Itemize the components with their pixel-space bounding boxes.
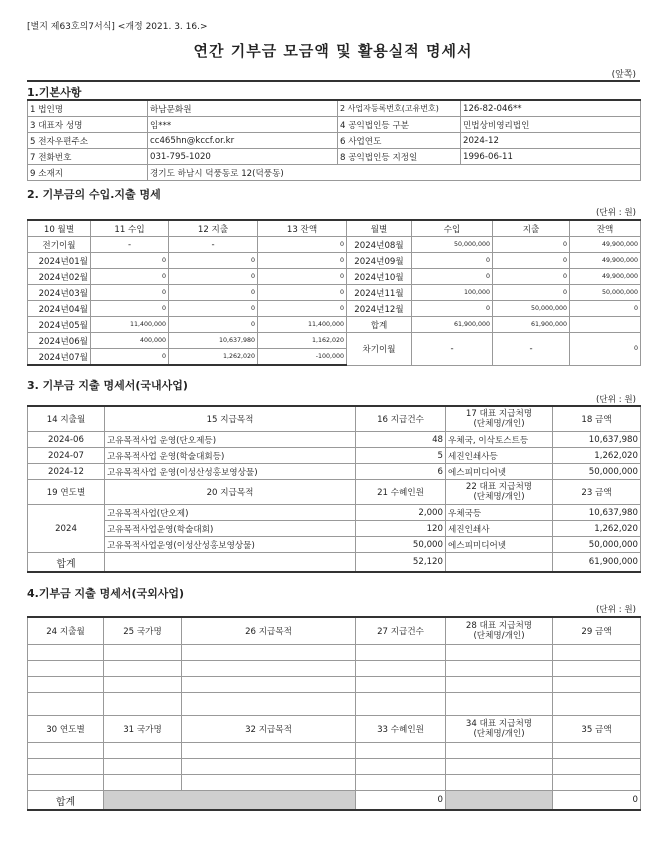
income-cell: 0 bbox=[412, 269, 493, 285]
header-purpose-2: 32 지급목적 bbox=[182, 716, 356, 743]
expense-cell: 0 bbox=[493, 253, 570, 269]
expense-cell: 10,637,980 bbox=[169, 333, 258, 349]
count-cell: 6 bbox=[356, 464, 446, 480]
carry-forward-label: 차기이월 bbox=[347, 333, 412, 366]
header-month: 10 월별 bbox=[28, 220, 91, 237]
balance-cell: 0 bbox=[258, 237, 347, 253]
income-expense-table bbox=[27, 219, 641, 366]
income-cell: 0 bbox=[412, 301, 493, 317]
table-row bbox=[28, 317, 641, 333]
purpose-cell: 고유목적사업운영(학술대회) bbox=[105, 521, 356, 537]
section4-unit: (단위 : 원) bbox=[596, 605, 636, 615]
table-row bbox=[28, 537, 641, 553]
company-name-value: 하남문화원 bbox=[148, 100, 338, 117]
domestic-header bbox=[28, 406, 641, 432]
header-amount-2: 23 금액 bbox=[553, 480, 641, 505]
payee-cell: 세진인쇄사등 bbox=[446, 448, 553, 464]
income-cell: 50,000,000 bbox=[412, 237, 493, 253]
payee-cell: 우체국, 이삭토스트등 bbox=[446, 432, 553, 448]
email-label: 5 전자우편주소 bbox=[28, 133, 148, 149]
header-income-2: 수입 bbox=[412, 220, 493, 237]
table-row bbox=[28, 677, 641, 693]
amount-cell: 1,262,020 bbox=[553, 521, 641, 537]
basic-info-table bbox=[27, 99, 641, 181]
designation-date-value: 1996-06-11 bbox=[461, 149, 641, 165]
income-cell: 0 bbox=[412, 253, 493, 269]
basic-info-row bbox=[28, 117, 641, 133]
header-expense: 12 지출 bbox=[169, 220, 258, 237]
table-row bbox=[28, 285, 641, 301]
month-cell: 2024년10월 bbox=[347, 269, 412, 285]
expense-cell: 0 bbox=[493, 269, 570, 285]
basic-info-row bbox=[28, 100, 641, 117]
company-name-label: 1 법인명 bbox=[28, 100, 148, 117]
header-purpose-2: 20 지급목적 bbox=[105, 480, 356, 505]
month-cell: 2024년08월 bbox=[347, 237, 412, 253]
balance-cell: 49,900,000 bbox=[570, 237, 641, 253]
expense-cell: 0 bbox=[169, 301, 258, 317]
page-title: 연간 기부금 모금액 및 활용실적 명세서 bbox=[193, 42, 473, 60]
purpose-cell: 고유목적사업 운영(학술대회등) bbox=[105, 448, 356, 464]
balance-cell: 11,400,000 bbox=[258, 317, 347, 333]
representative-label: 3 대표자 성명 bbox=[28, 117, 148, 133]
section-income-expense-heading: 2. 기부금의 수입.지출 명세 bbox=[27, 188, 161, 201]
table-row bbox=[28, 521, 641, 537]
org-type-value: 민법상비영리법인 bbox=[461, 117, 641, 133]
expense-cell: 0 bbox=[169, 253, 258, 269]
balance-cell: 0 bbox=[258, 269, 347, 285]
table-row bbox=[28, 693, 641, 716]
expense-cell: 0 bbox=[169, 285, 258, 301]
table-row bbox=[28, 237, 641, 253]
people-cell: 120 bbox=[356, 521, 446, 537]
purpose-cell: 고유목적사업 운영(단오제등) bbox=[105, 432, 356, 448]
balance-cell: 0 bbox=[258, 285, 347, 301]
year-cell: 2024 bbox=[28, 505, 105, 553]
purpose-cell: 고유목적사업 운영(이성산성홍보영상물) bbox=[105, 464, 356, 480]
section-overseas-heading: 4.기부금 지출 명세서(국외사업) bbox=[27, 587, 185, 600]
total-balance bbox=[570, 317, 641, 333]
month-cell: 2024년06월 bbox=[28, 333, 91, 349]
total-label: 합계 bbox=[28, 791, 104, 811]
balance-cell: -100,000 bbox=[258, 349, 347, 366]
header-amount: 29 금액 bbox=[553, 617, 641, 645]
basic-info-row bbox=[28, 149, 641, 165]
header-expense-2: 지출 bbox=[493, 220, 570, 237]
total-shaded bbox=[446, 791, 553, 811]
total-shaded bbox=[104, 791, 356, 811]
carry-forward-balance: 0 bbox=[570, 333, 641, 366]
income-cell: 0 bbox=[91, 349, 169, 366]
header-purpose: 15 지급목적 bbox=[105, 406, 356, 432]
month-cell: 2024년02월 bbox=[28, 269, 91, 285]
representative-value: 임*** bbox=[148, 117, 338, 133]
total-amount: 61,900,000 bbox=[553, 553, 641, 573]
header-year: 30 연도별 bbox=[28, 716, 104, 743]
total-expense: 61,900,000 bbox=[493, 317, 570, 333]
balance-cell: 1,162,020 bbox=[258, 333, 347, 349]
payee-cell: 우체국등 bbox=[446, 505, 553, 521]
total-people: 52,120 bbox=[356, 553, 446, 573]
header-year: 19 연도별 bbox=[28, 480, 105, 505]
expense-cell: 0 bbox=[493, 237, 570, 253]
overseas-expense-table bbox=[27, 616, 641, 811]
total-row bbox=[28, 553, 641, 573]
business-number-value: 126-82-046** bbox=[461, 100, 641, 117]
section2-unit: (단위 : 원) bbox=[596, 208, 636, 218]
header-country: 25 국가명 bbox=[104, 617, 182, 645]
table-row bbox=[28, 253, 641, 269]
header-payee: 28 대표 지급처명 (단체명/개인) bbox=[446, 617, 553, 645]
expense-cell: 1,262,020 bbox=[169, 349, 258, 366]
designation-date-label: 8 공익법인등 지정일 bbox=[338, 149, 461, 165]
total-label: 합계 bbox=[347, 317, 412, 333]
month-cell: 2024-07 bbox=[28, 448, 105, 464]
carry-forward-expense: - bbox=[493, 333, 570, 366]
header-amount-2: 35 금액 bbox=[553, 716, 641, 743]
income-cell: 100,000 bbox=[412, 285, 493, 301]
table-row bbox=[28, 333, 641, 349]
basic-info-row bbox=[28, 133, 641, 149]
header-amount: 18 금액 bbox=[553, 406, 641, 432]
header-purpose: 26 지급목적 bbox=[182, 617, 356, 645]
amount-cell: 50,000,000 bbox=[553, 537, 641, 553]
month-cell: 2024년04월 bbox=[28, 301, 91, 317]
payee-cell: 세진인쇄사 bbox=[446, 521, 553, 537]
income-cell: 0 bbox=[91, 285, 169, 301]
overseas-header-2 bbox=[28, 716, 641, 743]
org-type-label: 4 공익법인등 구분 bbox=[338, 117, 461, 133]
amount-cell: 10,637,980 bbox=[553, 432, 641, 448]
expense-cell: 50,000,000 bbox=[493, 301, 570, 317]
basic-info-row bbox=[28, 165, 641, 181]
header-payee-2: 34 대표 지급처명 (단체명/개인) bbox=[446, 716, 553, 743]
total-label: 합계 bbox=[28, 553, 105, 573]
header-payee: 17 대표 지급처명 (단체명/개인) bbox=[446, 406, 553, 432]
month-cell: 2024년01월 bbox=[28, 253, 91, 269]
balance-cell: 0 bbox=[258, 301, 347, 317]
month-cell: 2024-06 bbox=[28, 432, 105, 448]
expense-cell: 0 bbox=[169, 317, 258, 333]
fiscal-year-label: 6 사업연도 bbox=[338, 133, 461, 149]
header-expense-month: 14 지출월 bbox=[28, 406, 105, 432]
business-number-label: 2 사업자등록번호(고유번호) bbox=[338, 100, 461, 117]
total-row bbox=[28, 791, 641, 811]
month-cell: 2024년09월 bbox=[347, 253, 412, 269]
header-balance-2: 잔액 bbox=[570, 220, 641, 237]
table-row bbox=[28, 269, 641, 285]
balance-cell: 0 bbox=[570, 301, 641, 317]
table-row bbox=[28, 775, 641, 791]
table-row bbox=[28, 645, 641, 661]
month-cell: 2024-12 bbox=[28, 464, 105, 480]
month-cell: 전기이월 bbox=[28, 237, 91, 253]
expense-cell: - bbox=[169, 237, 258, 253]
income-cell: 0 bbox=[91, 253, 169, 269]
form-reference: [별지 제63호의7서식] <개정 2021. 3. 16.> bbox=[27, 22, 208, 32]
income-cell: 0 bbox=[91, 269, 169, 285]
header-month-2: 월별 bbox=[347, 220, 412, 237]
month-cell: 2024년07월 bbox=[28, 349, 91, 366]
header-beneficiaries: 21 수혜인원 bbox=[356, 480, 446, 505]
month-cell: 2024년03월 bbox=[28, 285, 91, 301]
email-value: cc465hn@kccf.or.kr bbox=[148, 133, 338, 149]
domestic-header-2 bbox=[28, 480, 641, 505]
header-payee-2: 22 대표 지급처명 (단체명/개인) bbox=[446, 480, 553, 505]
header-income: 11 수입 bbox=[91, 220, 169, 237]
phone-label: 7 전화번호 bbox=[28, 149, 148, 165]
address-value: 경기도 하남시 덕풍동로 12(덕풍동) bbox=[148, 165, 641, 181]
expense-cell: 0 bbox=[169, 269, 258, 285]
header-country-2: 31 국가명 bbox=[104, 716, 182, 743]
total-count: 0 bbox=[356, 791, 446, 811]
total-empty bbox=[446, 553, 553, 573]
balance-cell: 49,900,000 bbox=[570, 269, 641, 285]
table-row bbox=[28, 448, 641, 464]
total-income: 61,900,000 bbox=[412, 317, 493, 333]
purpose-cell: 고유목적사업운영(이성산성홍보영상물) bbox=[105, 537, 356, 553]
table-row bbox=[28, 743, 641, 759]
month-cell: 2024년05월 bbox=[28, 317, 91, 333]
header-balance: 13 잔액 bbox=[258, 220, 347, 237]
section-basic-info-heading: 1.기본사항 bbox=[27, 86, 82, 99]
income-cell: - bbox=[91, 237, 169, 253]
month-cell: 2024년11월 bbox=[347, 285, 412, 301]
table-row bbox=[28, 301, 641, 317]
header-payment-count: 27 지급건수 bbox=[356, 617, 446, 645]
amount-cell: 10,637,980 bbox=[553, 505, 641, 521]
people-cell: 50,000 bbox=[356, 537, 446, 553]
total-empty bbox=[105, 553, 356, 573]
income-cell: 0 bbox=[91, 301, 169, 317]
table-row bbox=[28, 661, 641, 677]
purpose-cell: 고유목적사업(단오제) bbox=[105, 505, 356, 521]
amount-cell: 1,262,020 bbox=[553, 448, 641, 464]
carry-forward-income: - bbox=[412, 333, 493, 366]
domestic-expense-table bbox=[27, 405, 641, 573]
count-cell: 48 bbox=[356, 432, 446, 448]
header-beneficiaries: 33 수혜인원 bbox=[356, 716, 446, 743]
income-cell: 400,000 bbox=[91, 333, 169, 349]
section3-unit: (단위 : 원) bbox=[596, 395, 636, 405]
total-amount: 0 bbox=[553, 791, 641, 811]
expense-cell: 0 bbox=[493, 285, 570, 301]
table-row bbox=[28, 505, 641, 521]
balance-cell: 50,000,000 bbox=[570, 285, 641, 301]
count-cell: 5 bbox=[356, 448, 446, 464]
balance-cell: 49,900,000 bbox=[570, 253, 641, 269]
header-payment-count: 16 지급건수 bbox=[356, 406, 446, 432]
table-row bbox=[28, 464, 641, 480]
payee-cell: 에스피미디어넷 bbox=[446, 537, 553, 553]
people-cell: 2,000 bbox=[356, 505, 446, 521]
table-row bbox=[28, 759, 641, 775]
payee-cell: 에스피미디어넷 bbox=[446, 464, 553, 480]
page-side-note: (앞쪽) bbox=[611, 70, 636, 80]
income-cell: 11,400,000 bbox=[91, 317, 169, 333]
section-domestic-heading: 3. 기부금 지출 명세서(국내사업) bbox=[27, 379, 188, 392]
fiscal-year-value: 2024-12 bbox=[461, 133, 641, 149]
address-label: 9 소재지 bbox=[28, 165, 148, 181]
overseas-header bbox=[28, 617, 641, 645]
balance-cell: 0 bbox=[258, 253, 347, 269]
income-expense-header bbox=[28, 220, 641, 237]
phone-value: 031-795-1020 bbox=[148, 149, 338, 165]
amount-cell: 50,000,000 bbox=[553, 464, 641, 480]
table-row bbox=[28, 432, 641, 448]
month-cell: 2024년12월 bbox=[347, 301, 412, 317]
header-expense-month: 24 지출월 bbox=[28, 617, 104, 645]
